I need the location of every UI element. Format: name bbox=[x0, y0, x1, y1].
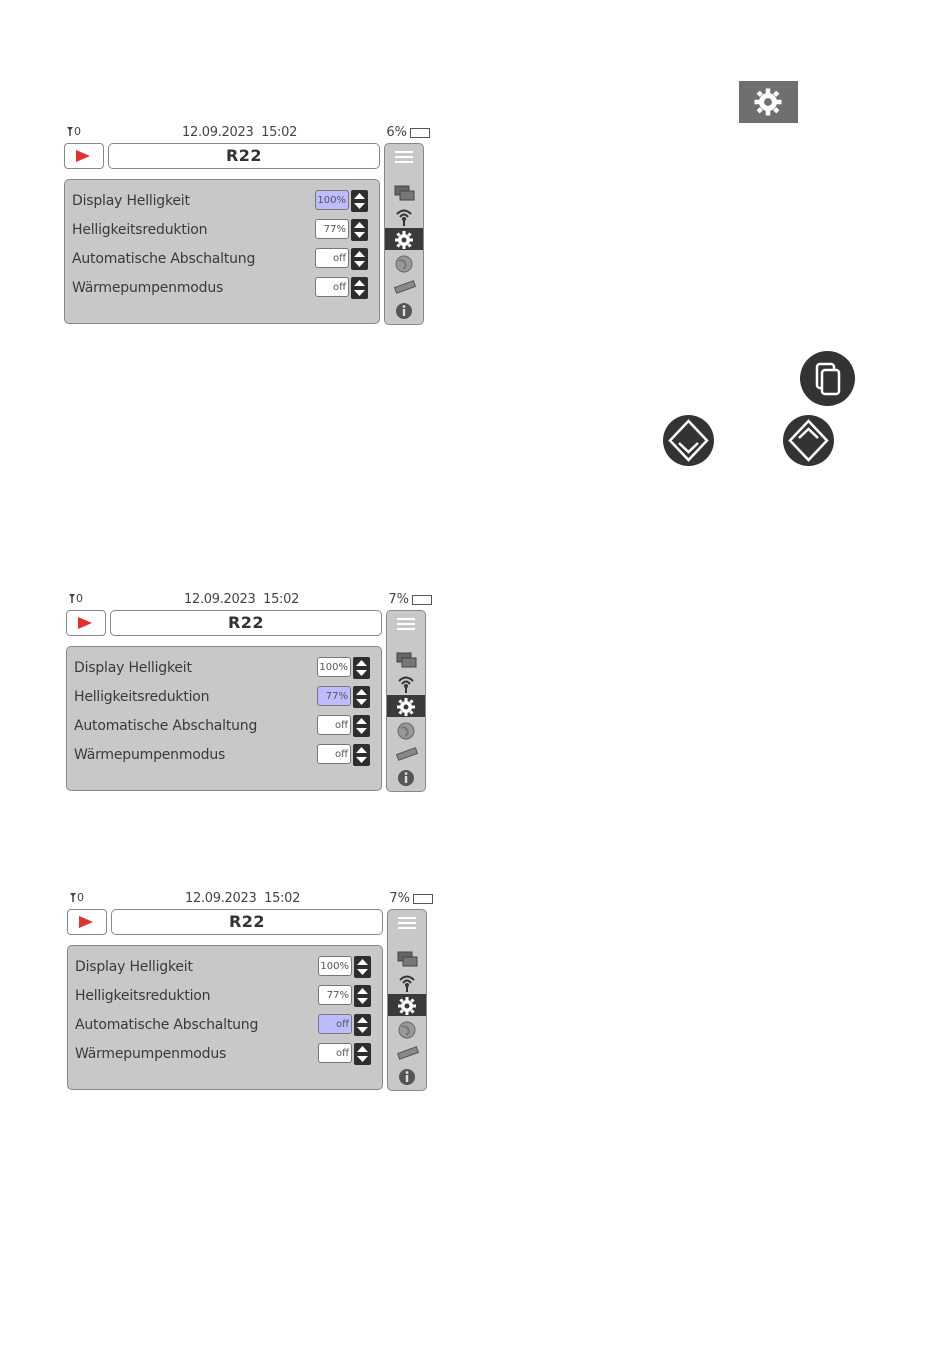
setting-row[interactable] bbox=[65, 188, 379, 216]
sidebar-item-ruler[interactable] bbox=[387, 742, 425, 764]
setting-label: Helligkeitsreduktion bbox=[75, 988, 211, 1004]
setting-value[interactable]: 100% bbox=[315, 190, 349, 210]
setting-value[interactable]: off bbox=[317, 715, 351, 735]
sidebar-item-settings[interactable] bbox=[385, 228, 423, 250]
spinner-arrows-icon bbox=[354, 956, 371, 978]
spinner-arrows-icon bbox=[354, 1014, 371, 1036]
screens-icon bbox=[396, 651, 418, 669]
setting-label: Display Helligkeit bbox=[74, 660, 192, 676]
setting-label: Automatische Abschaltung bbox=[74, 718, 258, 734]
globe-icon bbox=[396, 721, 416, 741]
spinner-arrows-icon bbox=[351, 277, 368, 299]
gear-icon bbox=[397, 996, 417, 1016]
navigate-down-button[interactable] bbox=[663, 415, 714, 466]
setting-label: Wärmepumpenmodus bbox=[74, 747, 226, 763]
setting-label: Automatische Abschaltung bbox=[75, 1017, 259, 1033]
wireless-icon bbox=[394, 207, 414, 227]
setting-row[interactable] bbox=[65, 217, 379, 245]
menu-icon bbox=[396, 615, 416, 633]
spinner-arrows-icon bbox=[351, 219, 368, 241]
value-spinner[interactable] bbox=[351, 248, 368, 270]
play-icon bbox=[75, 149, 91, 163]
spinner-arrows-icon bbox=[351, 190, 368, 212]
datetime: 12.09.2023 15:02 bbox=[182, 125, 298, 140]
ruler-icon bbox=[396, 744, 418, 762]
nav-down-icon bbox=[663, 415, 714, 466]
setting-row[interactable] bbox=[65, 246, 379, 274]
info-icon bbox=[394, 301, 414, 321]
settings-panel bbox=[67, 945, 383, 1090]
settings-panel bbox=[64, 179, 380, 324]
setting-label: Display Helligkeit bbox=[72, 193, 190, 209]
value-spinner[interactable] bbox=[354, 985, 371, 1007]
setting-value[interactable]: 77% bbox=[317, 686, 351, 706]
value-spinner[interactable] bbox=[354, 956, 371, 978]
nav-up-icon bbox=[783, 415, 834, 466]
sidebar-item-ruler[interactable] bbox=[388, 1041, 426, 1063]
sidebar-item-wireless[interactable] bbox=[388, 971, 426, 993]
device-screen-2 bbox=[66, 592, 432, 802]
antenna-icon bbox=[69, 892, 77, 902]
setting-row[interactable] bbox=[65, 275, 379, 303]
battery-indicator bbox=[386, 125, 430, 140]
value-spinner[interactable] bbox=[351, 277, 368, 299]
setting-value[interactable]: off bbox=[315, 277, 349, 297]
status-bar bbox=[66, 592, 432, 608]
setting-row[interactable] bbox=[67, 713, 381, 741]
battery-percent: 7% bbox=[388, 592, 409, 607]
info-icon bbox=[397, 1067, 417, 1087]
setting-value[interactable]: 100% bbox=[317, 657, 351, 677]
antenna-indicator bbox=[69, 891, 84, 904]
battery-icon bbox=[410, 128, 430, 138]
menu-icon bbox=[394, 148, 414, 166]
device-screen-1 bbox=[64, 125, 430, 335]
device-screen-3 bbox=[67, 891, 433, 1101]
sidebar-item-ruler[interactable] bbox=[385, 275, 423, 297]
setting-row[interactable] bbox=[68, 1041, 382, 1069]
play-button[interactable] bbox=[66, 610, 106, 636]
sidebar bbox=[386, 610, 426, 792]
spinner-arrows-icon bbox=[353, 657, 370, 679]
status-bar bbox=[67, 891, 433, 907]
sidebar-item-menu[interactable] bbox=[385, 146, 423, 168]
info-icon bbox=[396, 768, 416, 788]
datetime: 12.09.2023 15:02 bbox=[184, 592, 300, 607]
battery-percent: 7% bbox=[389, 891, 410, 906]
setting-value[interactable]: off bbox=[315, 248, 349, 268]
navigate-up-button[interactable] bbox=[783, 415, 834, 466]
refrigerant-title[interactable]: R22 bbox=[110, 610, 382, 636]
ruler-icon bbox=[394, 277, 416, 295]
battery-indicator bbox=[388, 592, 432, 607]
datetime: 12.09.2023 15:02 bbox=[185, 891, 301, 906]
refrigerant-title[interactable]: R22 bbox=[108, 143, 380, 169]
sidebar-item-info[interactable] bbox=[388, 1065, 426, 1087]
sidebar bbox=[387, 909, 427, 1091]
ruler-icon bbox=[397, 1043, 419, 1061]
setting-value[interactable]: 77% bbox=[315, 219, 349, 239]
globe-icon bbox=[394, 254, 414, 274]
sidebar-item-menu[interactable] bbox=[387, 613, 425, 635]
sidebar-item-screens[interactable] bbox=[385, 182, 423, 204]
spinner-arrows-icon bbox=[353, 744, 370, 766]
settings-gear-button[interactable] bbox=[739, 81, 798, 123]
antenna-icon bbox=[68, 593, 76, 603]
antenna-indicator bbox=[66, 125, 81, 138]
battery-indicator bbox=[389, 891, 433, 906]
play-icon bbox=[77, 616, 93, 630]
spinner-arrows-icon bbox=[354, 985, 371, 1007]
wireless-icon bbox=[396, 674, 416, 694]
setting-row[interactable] bbox=[67, 655, 381, 683]
setting-row[interactable] bbox=[68, 954, 382, 982]
sidebar-item-globe[interactable] bbox=[387, 719, 425, 741]
sidebar-item-globe[interactable] bbox=[388, 1018, 426, 1040]
copy-icon bbox=[800, 351, 855, 406]
value-spinner[interactable] bbox=[354, 1043, 371, 1065]
settings-panel bbox=[66, 646, 382, 791]
antenna-count: 0 bbox=[74, 125, 81, 138]
antenna-icon bbox=[66, 126, 74, 136]
value-spinner[interactable] bbox=[351, 190, 368, 212]
menu-icon bbox=[397, 914, 417, 932]
setting-value[interactable]: off bbox=[318, 1014, 352, 1034]
antenna-count: 0 bbox=[76, 592, 83, 605]
battery-percent: 6% bbox=[386, 125, 407, 140]
gear-icon bbox=[394, 230, 414, 250]
sidebar-item-info[interactable] bbox=[387, 766, 425, 788]
sidebar-item-wireless[interactable] bbox=[385, 205, 423, 227]
antenna-count: 0 bbox=[77, 891, 84, 904]
value-spinner[interactable] bbox=[353, 657, 370, 679]
sidebar-item-wireless[interactable] bbox=[387, 672, 425, 694]
setting-value[interactable]: off bbox=[317, 744, 351, 764]
setting-value[interactable]: 100% bbox=[318, 956, 352, 976]
setting-value[interactable]: 77% bbox=[318, 985, 352, 1005]
battery-icon bbox=[412, 595, 432, 605]
value-spinner[interactable] bbox=[353, 686, 370, 708]
globe-icon bbox=[397, 1020, 417, 1040]
sidebar-item-settings[interactable] bbox=[387, 695, 425, 717]
status-bar bbox=[64, 125, 430, 141]
spinner-arrows-icon bbox=[351, 248, 368, 270]
setting-row[interactable] bbox=[68, 1012, 382, 1040]
screens-icon bbox=[397, 950, 419, 968]
setting-label: Automatische Abschaltung bbox=[72, 251, 256, 267]
value-spinner[interactable] bbox=[353, 715, 370, 737]
sidebar-item-screens[interactable] bbox=[387, 649, 425, 671]
screens-icon bbox=[394, 184, 416, 202]
setting-row[interactable] bbox=[68, 983, 382, 1011]
sidebar-item-menu[interactable] bbox=[388, 912, 426, 934]
setting-label: Wärmepumpenmodus bbox=[72, 280, 224, 296]
sidebar-item-screens[interactable] bbox=[388, 948, 426, 970]
sidebar-item-info[interactable] bbox=[385, 299, 423, 321]
spinner-arrows-icon bbox=[353, 686, 370, 708]
battery-icon bbox=[413, 894, 433, 904]
sidebar-item-globe[interactable] bbox=[385, 252, 423, 274]
gear-icon bbox=[753, 87, 783, 117]
sidebar-item-settings[interactable] bbox=[388, 994, 426, 1016]
setting-row[interactable] bbox=[67, 684, 381, 712]
sidebar bbox=[384, 143, 424, 325]
spinner-arrows-icon bbox=[353, 715, 370, 737]
value-spinner[interactable] bbox=[351, 219, 368, 241]
spinner-arrows-icon bbox=[354, 1043, 371, 1065]
setting-label: Helligkeitsreduktion bbox=[72, 222, 208, 238]
setting-value[interactable]: off bbox=[318, 1043, 352, 1063]
play-icon bbox=[78, 915, 94, 929]
setting-label: Helligkeitsreduktion bbox=[74, 689, 210, 705]
gear-icon bbox=[396, 697, 416, 717]
value-spinner[interactable] bbox=[353, 744, 370, 766]
setting-row[interactable] bbox=[67, 742, 381, 770]
refrigerant-title[interactable]: R22 bbox=[111, 909, 383, 935]
value-spinner[interactable] bbox=[354, 1014, 371, 1036]
antenna-indicator bbox=[68, 592, 83, 605]
play-button[interactable] bbox=[67, 909, 107, 935]
setting-label: Wärmepumpenmodus bbox=[75, 1046, 227, 1062]
play-button[interactable] bbox=[64, 143, 104, 169]
setting-label: Display Helligkeit bbox=[75, 959, 193, 975]
wireless-icon bbox=[397, 973, 417, 993]
copy-button[interactable] bbox=[800, 351, 855, 406]
